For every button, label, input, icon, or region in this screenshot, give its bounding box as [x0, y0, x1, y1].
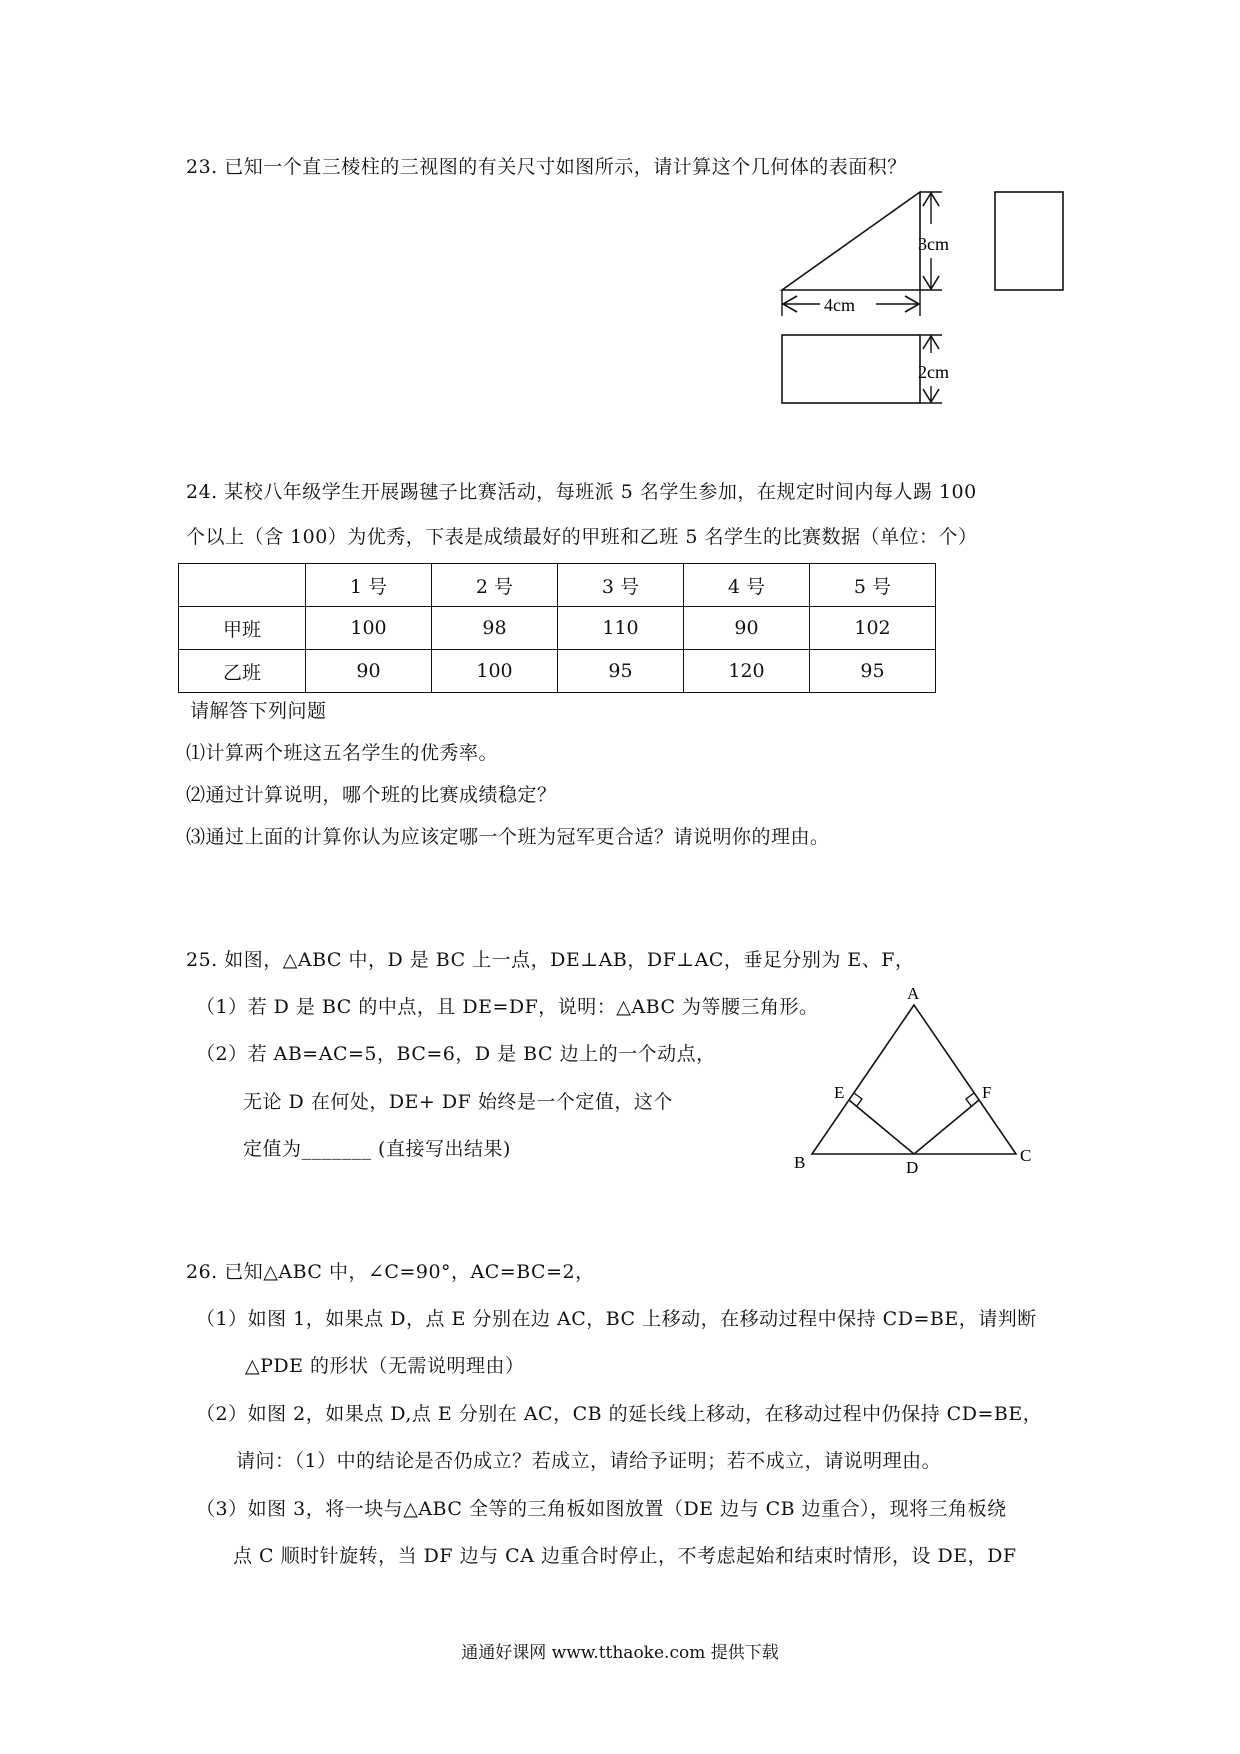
- table-header-row: [179, 564, 936, 607]
- q26-part2a: （2）如图 2，如果点 D,点 E 分别在 AC，CB 的延长线上移动，在移动过程中仍保持 CD=BE，: [196, 1403, 1043, 1425]
- triangle-abc: [812, 1005, 1016, 1154]
- label-e: E: [834, 1083, 845, 1102]
- q26-part2b: 请问：（1）中的结论是否仍成立？若成立，请给予证明；若不成立，请说明理由。: [236, 1450, 942, 1472]
- table-cell: 102: [810, 607, 936, 650]
- table-header-cell: [179, 564, 306, 607]
- table-cell: 90: [684, 607, 810, 650]
- table-cell: 100: [306, 607, 432, 650]
- q24-part1: ⑴计算两个班这五名学生的优秀率。: [186, 742, 499, 764]
- front-view-triangle: [782, 192, 920, 290]
- page-footer: 通通好课网 www.tthaoke.com 提供下载: [461, 1643, 779, 1663]
- score-table: [178, 563, 936, 693]
- q23-text: 23. 已知一个直三棱柱的三视图的有关尺寸如图所示，请计算这个几何体的表面积？: [186, 156, 907, 178]
- segment-de: [849, 1100, 914, 1154]
- table-cell: 110: [558, 607, 684, 650]
- table-header-cell: 2 号: [432, 564, 558, 607]
- dim-2cm-label: 2cm: [918, 362, 949, 382]
- label-d: D: [906, 1158, 919, 1177]
- table-row: [179, 650, 936, 693]
- q26-part3b: 点 C 顺时针旋转，当 DF 边与 CA 边重合时停止，不考虑起始和结束时情形，设 DE，DF: [233, 1545, 1017, 1567]
- q24-prompt: 请解答下列问题: [190, 700, 327, 722]
- q25-line1: 25. 如图，△ABC 中，D 是 BC 上一点，DE⊥AB，DF⊥AC，垂足分别为 E、F，: [186, 949, 915, 971]
- q26-part3a: （3）如图 3，将一块与△ABC 全等的三角板如图放置（DE 边与 CB 边重合），现将三角板绕: [196, 1498, 1007, 1520]
- q25-part2c: 定值为_______ (直接写出结果): [243, 1138, 511, 1160]
- q24-line1: 24. 某校八年级学生开展踢毽子比赛活动，每班派 5 名学生参加，在规定时间内每人踢 100: [186, 481, 977, 503]
- q26-part1a: （1）如图 1，如果点 D，点 E 分别在边 AC，BC 上移动，在移动过程中保持 CD=BE，请判断: [196, 1308, 1037, 1330]
- table-header-cell: 4 号: [684, 564, 810, 607]
- label-a: A: [907, 985, 920, 1003]
- dim-4cm-label: 4cm: [824, 295, 855, 315]
- label-b: B: [794, 1153, 806, 1172]
- table-row-label: 甲班: [179, 607, 306, 650]
- table-row-label: 乙班: [179, 650, 306, 693]
- q24-line2: 个以上（含 100）为优秀，下表是成绩最好的甲班和乙班 5 名学生的比赛数据（单位：个）: [186, 526, 978, 548]
- table-row: [179, 607, 936, 650]
- table-header-cell: 3 号: [558, 564, 684, 607]
- q24-part3: ⑶通过上面的计算你认为应该定哪一个班为冠军更合适？请说明你的理由。: [186, 826, 830, 848]
- table-cell: 95: [558, 650, 684, 693]
- q25-part1: （1）若 D 是 BC 的中点，且 DE=DF，说明：△ABC 为等腰三角形。: [196, 996, 819, 1018]
- table-cell: 98: [432, 607, 558, 650]
- q26-line1: 26. 已知△ABC 中，∠C=90°，AC=BC=2，: [186, 1261, 595, 1283]
- table-cell: 120: [684, 650, 810, 693]
- label-c: C: [1020, 1146, 1032, 1165]
- segment-df: [914, 1100, 979, 1154]
- dim-3cm-label: 3cm: [918, 234, 949, 254]
- q24-part2: ⑵通过计算说明，哪个班的比赛成绩稳定？: [186, 784, 557, 806]
- table-header-cell: 1 号: [306, 564, 432, 607]
- q26-part1b: △PDE 的形状（无需说明理由）: [245, 1355, 525, 1377]
- q23-three-views-figure: [770, 188, 1070, 433]
- table-cell: 95: [810, 650, 936, 693]
- q25-part2b: 无论 D 在何处，DE+ DF 始终是一个定值，这个: [243, 1091, 673, 1113]
- q25-part2: （2）若 AB=AC=5，BC=6，D 是 BC 边上的一个动点，: [196, 1043, 716, 1065]
- table-cell: 100: [432, 650, 558, 693]
- label-f: F: [982, 1083, 992, 1102]
- side-view-rectangle: [995, 192, 1063, 290]
- table-cell: 90: [306, 650, 432, 693]
- top-view-rectangle: [782, 335, 920, 403]
- q25-triangle-figure: [786, 985, 1046, 1185]
- table-header-cell: 5 号: [810, 564, 936, 607]
